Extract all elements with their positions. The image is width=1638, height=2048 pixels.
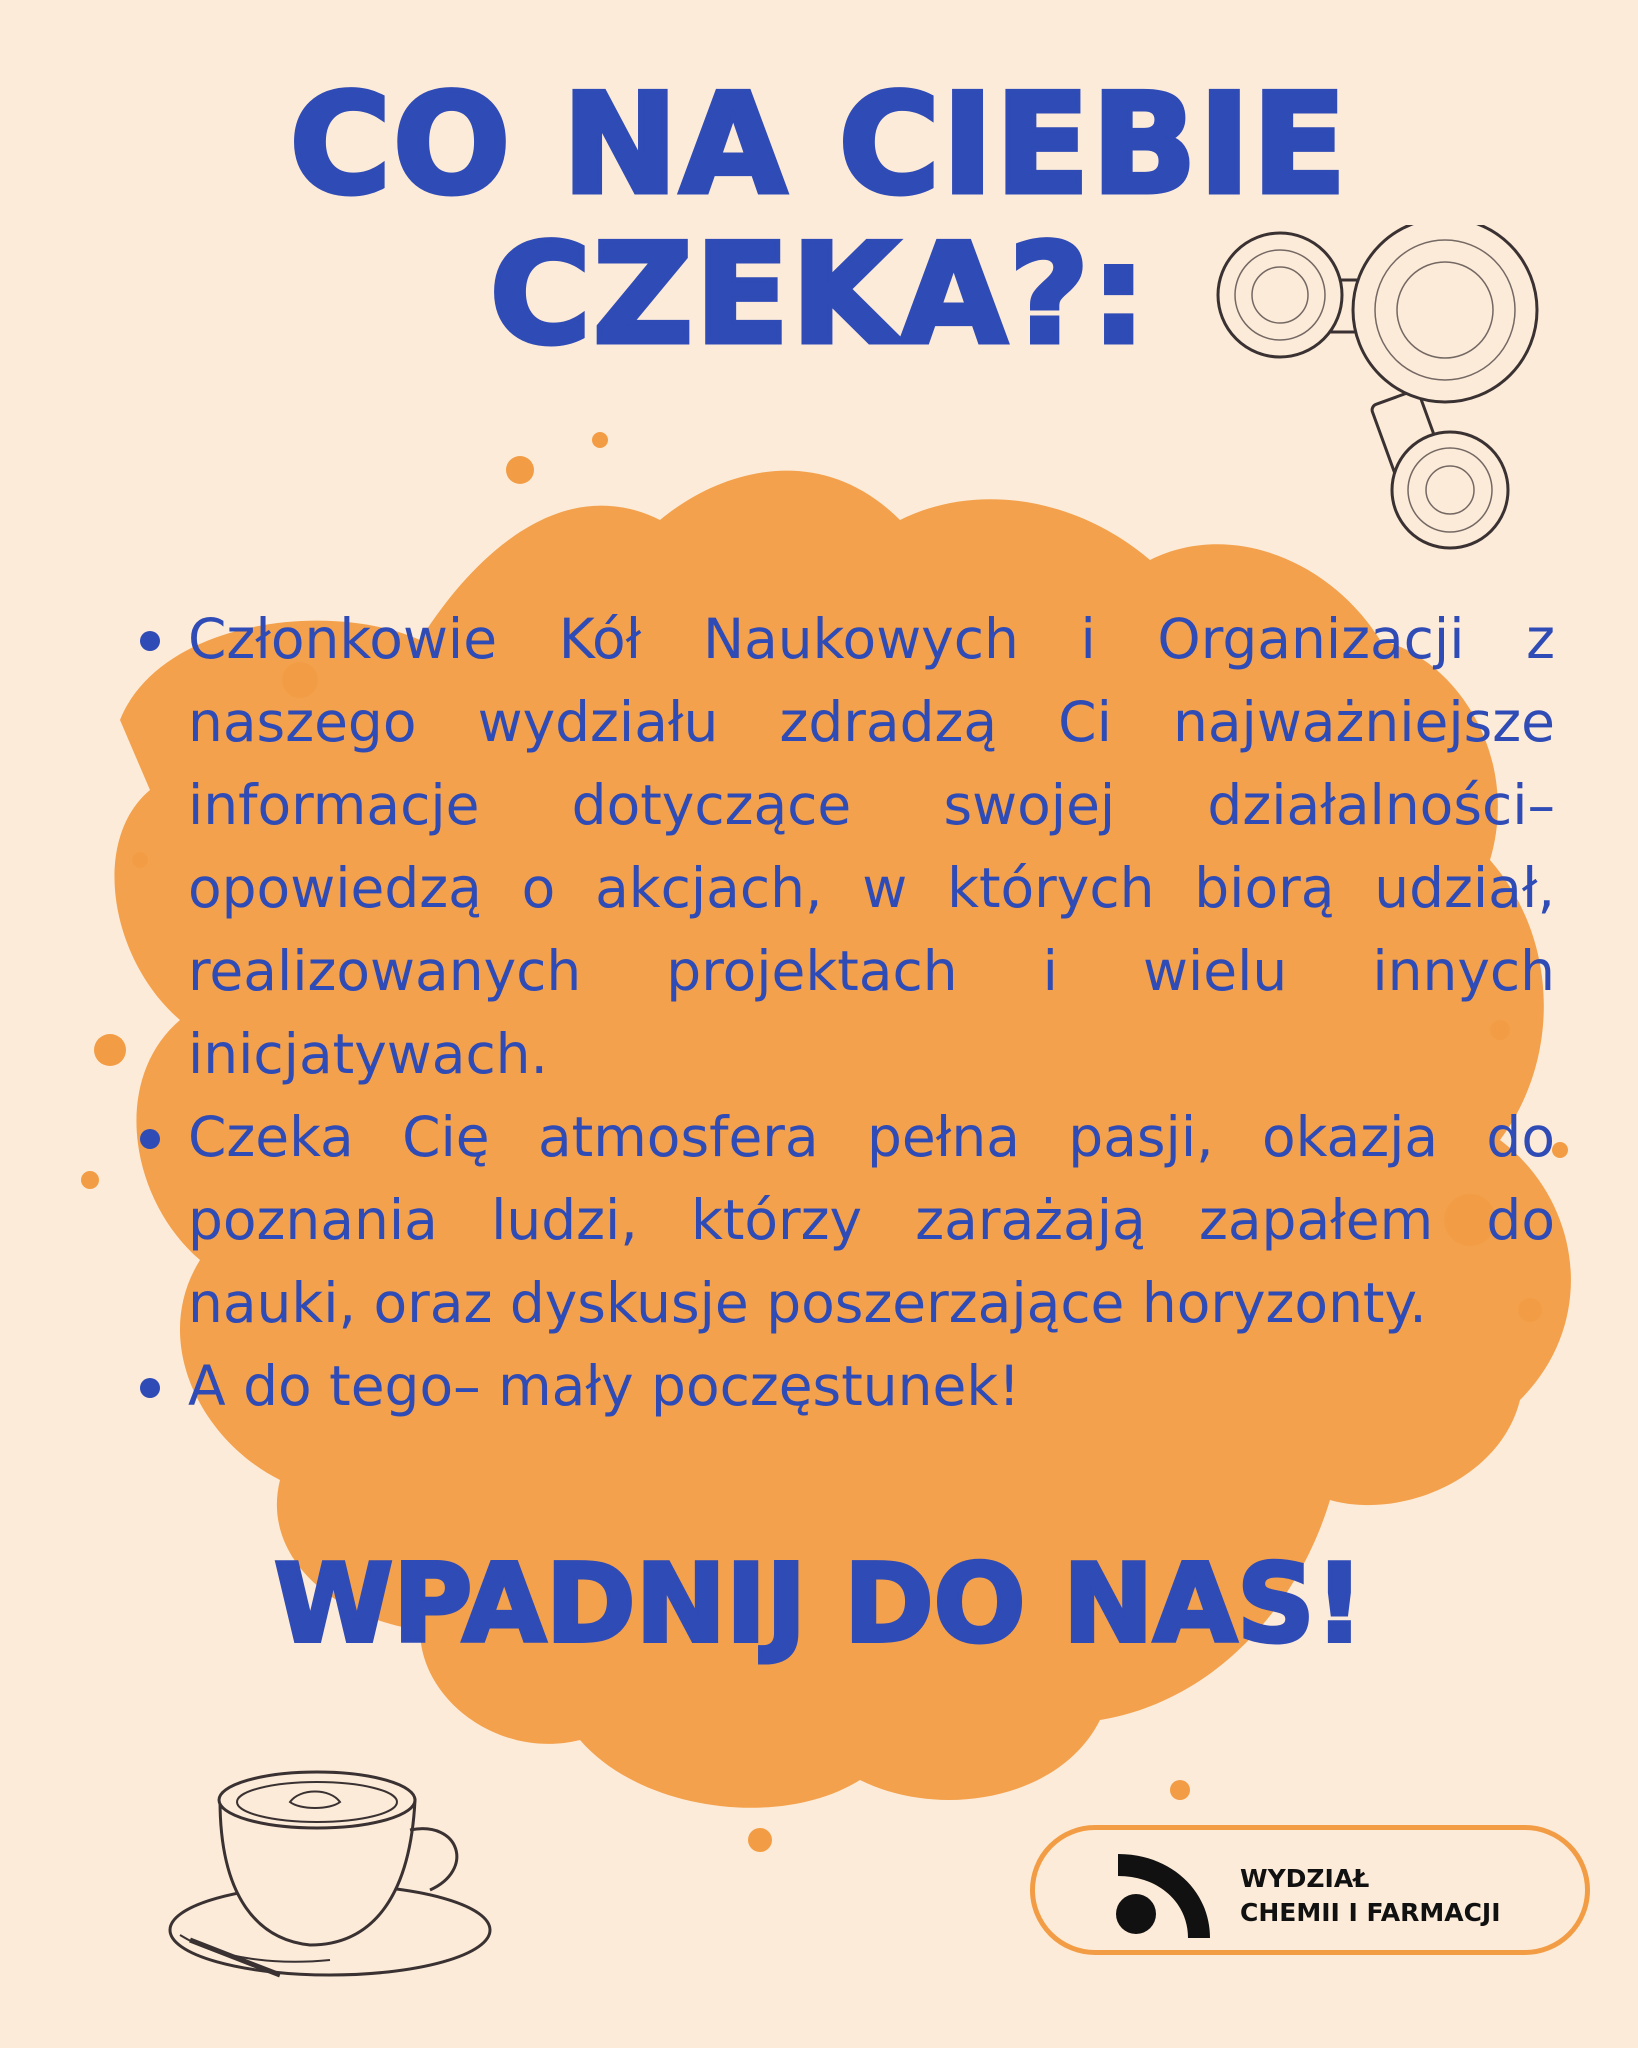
info-list (140, 598, 1555, 1428)
molecule-illustration (1210, 225, 1570, 555)
list-item-text: Czeka Cię atmosfera pełna pasji, okazja do poznania ludzi, którzy zarażają zapałem do nauki, oraz dyskusje poszerzające horyzonty. (188, 1105, 1555, 1335)
coffee-cup-illustration (160, 1760, 520, 1990)
list-item (140, 1345, 1555, 1428)
list-item (140, 598, 1555, 1096)
list-item-text: Członkowie Kół Naukowych i Organizacji z naszego wydziału zdradzą Ci najważniejsze informacje dotyczące swojej działalności– opowiedzą o akcjach, w których biorą udział, realizowanych projektach i wielu innych inicjatywach. (188, 607, 1555, 1086)
bullet-dot-icon (140, 1129, 160, 1149)
faculty-name-line-2: CHEMII I FARMACJI (1240, 1898, 1501, 1927)
faculty-name-line-1: WYDZIAŁ (1240, 1864, 1370, 1893)
bullet-dot-icon (140, 631, 160, 651)
list-item-text: A do tego– mały poczęstunek! (188, 1354, 1021, 1418)
list-item (140, 1096, 1555, 1345)
title-line-1: CO NA CIEBIE (289, 64, 1349, 225)
call-to-action: WPADNIJ DO NAS! (273, 1542, 1365, 1667)
faculty-logo-badge (1030, 1825, 1590, 1955)
faculty-logo-icon (1110, 1850, 1220, 1940)
faculty-name (1240, 1862, 1501, 1930)
title-line-2: CZEKA?: (489, 214, 1149, 375)
bullet-dot-icon (140, 1378, 160, 1398)
